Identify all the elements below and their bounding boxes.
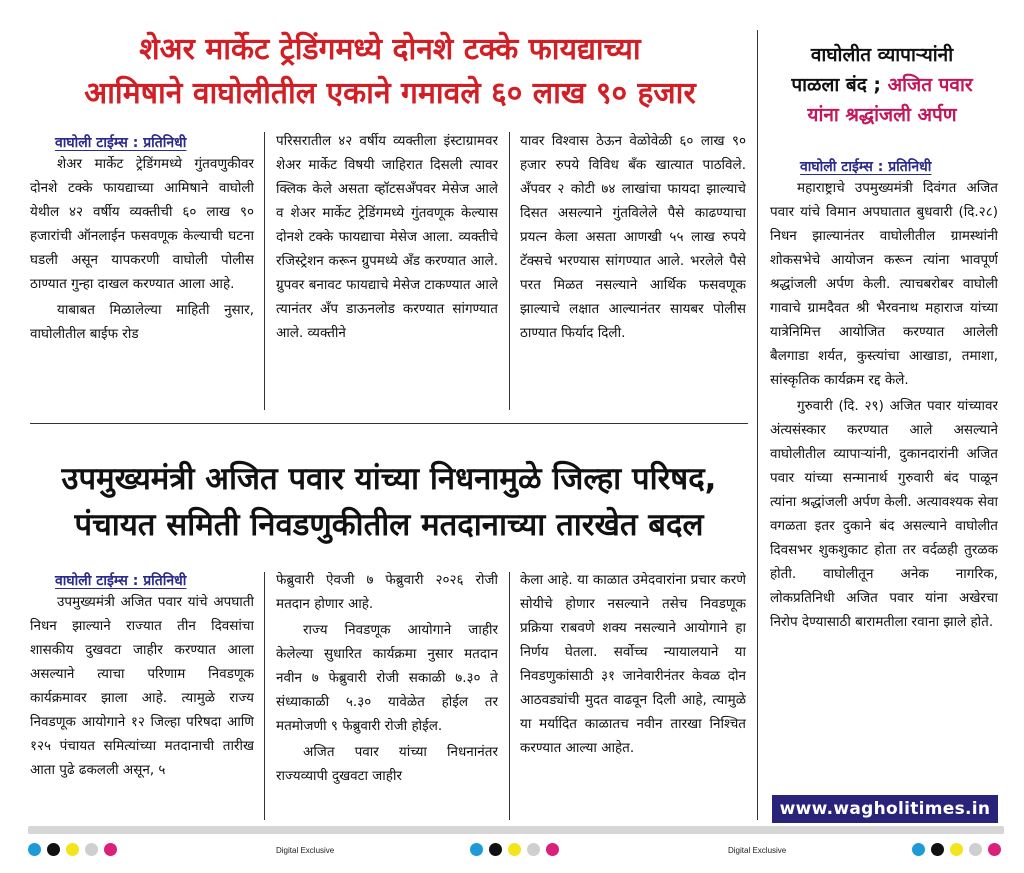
story2-column-2	[276, 568, 498, 822]
story2-col1-para: उपमुख्यमंत्री अजित पवार यांचे अपघाती निधन झाल्याने राज्यात तीन दिवसांचा शासकीय दुखवटा जाहीर करण्यात आला असल्याने त्याचा परिणाम निवडणूक कार्यक्रमावर झाला आहे. त्यामुळे राज्य निवडणूक आयोगाने १२ जिल्हा परिषदा आणि १२५ पंचायत समित्यांच्या मतदानाची तारीख आता पुढे ढकलली असून, ५	[30, 594, 254, 778]
digital-exclusive-label: Digital Exclusive	[728, 846, 787, 855]
color-dot	[489, 843, 502, 856]
sidebar-headline-line2	[764, 70, 1000, 100]
column-divider	[509, 572, 510, 820]
story1-headline-line1: शेअर मार्केट ट्रेडिंगमध्ये दोनशे टक्के फायद्याच्या	[139, 32, 641, 67]
story2-headline-line2: पंचायत समिती निवडणुकीतील मतदानाच्या तारखेत बदल	[74, 507, 704, 543]
color-dot	[950, 843, 963, 856]
sidebar-headline-line3: यांना श्रद्धांजली अर्पण	[807, 104, 957, 126]
sidebar-para1: महाराष्ट्राचे उपमुख्यमंत्री दिवंगत अजित पवार यांचे विमान अपघातात बुधवारी (दि.२८) निधन झाल्यानंतर वाघोलीतील ग्रामस्थांनी शोकसभेचे आयोजन करून त्यांना भावपूर्ण श्रद्धांजली अर्पण केली. त्याचबरोबर वाघोली गावाचे ग्रामदैवत श्री भैरवनाथ महाराज यांच्या यात्रेनिमित्त आयोजित करण्यात आलेली बैलगाडा शर्यत, कुस्त्यांचा आखाडा, तमाशा, सांस्कृतिक कार्यक्रम रद्द केले.	[770, 180, 998, 388]
registration-marks-left	[28, 843, 138, 859]
registration-marks-center	[470, 843, 580, 859]
digital-exclusive-label: Digital Exclusive	[276, 846, 335, 855]
color-dot	[969, 843, 982, 856]
story2-column-1	[30, 590, 254, 822]
sidebar-byline: वाघोली टाईम्स : प्रतिनिधी	[800, 159, 932, 175]
column-divider	[509, 132, 510, 410]
story1-col2-para: परिसरातील ४२ वर्षीय व्यक्तीला इंस्टाग्रामवर शेअर मार्केट विषयी जाहिरात दिसली त्यावर क्लिक केले असता व्हॉटसअँपवर मेसेज आले व शेअर मार्केट ट्रेडिंगमध्ये गुंतवणूक केल्यास दोनशे टक्के फायद्याचा मेसेज आला. व्यक्तीचे रजिस्ट्रेशन करून ग्रुपमध्ये अँड करण्यात आले. ग्रुपवर बनावट फायद्याचे मेसेज टाकण्यात आले त्यानंतर अँप डाऊनलोड करण्यात सांगण्यात आले. व्यक्तीने	[276, 133, 498, 341]
story1-col1-para1: शेअर मार्केट ट्रेडिंगमध्ये गुंतवणुकीवर दोनशे टक्के फायद्याच्या आमिषाने वाघोली येथील ४२ वर्षीय व्यक्तीची ६० लाख ९० हजारांची ऑनलाईन फसवणूक केल्याची घटना घडली असून यापकरणी वाघोली पोलीस ठाण्यात गुन्हा दाखल करण्यात आला आहे.	[30, 156, 254, 292]
story2-col3-para: केला आहे. या काळात उमेदवारांना प्रचार करणे सोयीचे होणार नसल्याने तसेच निवडणूक प्रक्रिया राबवणे शक्य नसल्याने आयोगाने हा निर्णय घेतला. सर्वोच्च न्यायालयाने या निवडणुकांसाठी ३१ जानेवारीनंतर केवळ दोन आठवड्यांची मुदत वाढवून दिली आहे, त्यामुळे या मर्यादित काळातच नवीन तारखा निश्चित करण्यात आल्या आहेत.	[520, 572, 746, 756]
color-dot	[66, 843, 79, 856]
color-dot	[104, 843, 117, 856]
story2-col2-para2: राज्य निवडणूक आयोगाने जाहीर केलेल्या सुधारित कार्यक्रमा नुसार मतदान नवीन ७ फेब्रुवारी रोजी सकाळी ७.३० ते संध्याकाळी ५.३० यावेळेत होईल तर मतमोजणी ९ फेब्रुवारी रोजी होईल.	[276, 622, 498, 734]
story2-headline	[18, 456, 760, 548]
color-dot	[931, 843, 944, 856]
sidebar-headline-line2-pink: अजित पवार	[887, 74, 973, 96]
story2-headline-line1: उपमुख्यमंत्री अजित पवार यांच्या निधनामुळे जिल्हा परिषद,	[61, 461, 717, 497]
column-divider	[264, 572, 265, 820]
story2-col2-para1: फेब्रुवारी ऐवजी ७ फेब्रुवारी २०२६ रोजी मतदान होणार आहे.	[276, 572, 498, 612]
color-dot	[527, 843, 540, 856]
story1-column-1	[30, 152, 254, 414]
color-dot	[85, 843, 98, 856]
footer-bar	[28, 826, 1004, 834]
story-divider	[30, 423, 748, 424]
story2-byline: वाघोली टाईम्स : प्रतिनिधी	[55, 573, 187, 589]
story1-col1-para2: याबाबत मिळालेल्या माहिती नुसार, वाघोलीतील बाईफ रोड	[30, 302, 254, 342]
color-dot	[508, 843, 521, 856]
color-dot	[912, 843, 925, 856]
story1-column-2	[276, 129, 498, 414]
story2-col2-para3: अजित पवार यांच्या निधनानंतर राज्यव्यापी दुखवटा जाहीर	[276, 744, 498, 784]
registration-marks-right	[912, 843, 1012, 859]
color-dot	[988, 843, 1001, 856]
color-dot	[546, 843, 559, 856]
color-dot	[28, 843, 41, 856]
sidebar-divider	[757, 30, 758, 820]
story1-headline	[20, 28, 760, 116]
sidebar-para2: गुरुवारी (दि. २९) अजित पवार यांच्यावर अंत्यसंस्कार करण्यात आले असल्याने वाघोलीतील व्यापाऱ्यांनी, दुकानदारांनी अजित पवार यांच्या सन्मानार्थ गुरुवारी बंद पाळून त्यांना श्रद्धांजली अर्पण केली. अत्यावश्यक सेवा वगळता इतर दुकाने बंद असल्याने वाघोलीत दिवसभर शुकशुकाट होता तर वर्दळही तुरळक होती. वाघोलीतून अनेक नागरिक, लोकप्रतिनिधी अजित पवार यांना अखेरचा निरोप देण्यासाठी बारामतीला रवाना झाले होते.	[770, 398, 998, 630]
story1-byline: वाघोली टाईम्स : प्रतिनिधी	[55, 135, 187, 151]
website-url: www.wagholitimes.in	[772, 795, 998, 823]
story1-headline-line2: आमिषाने वाघोलीतील एकाने गमावले ६० लाख ९० हजार	[84, 76, 696, 111]
sidebar-headline	[764, 40, 1000, 130]
sidebar-headline-line1: वाघोलीत व्यापाऱ्यांनी	[810, 44, 954, 66]
color-dot	[470, 843, 483, 856]
sidebar-headline-line2-black: पाळला बंद ;	[791, 74, 888, 96]
story2-column-3	[520, 568, 746, 822]
story1-column-3	[520, 129, 746, 414]
story1-col3-para: यावर विश्वास ठेऊन वेळोवेळी ६० लाख ९० हजार रुपये विविध बँक खात्यात पाठविले. अँपवर २ कोटी ७४ लाखांचा फायदा झाल्याचे दिसत असल्याने गुंतविलेले पैसे काढण्याचा प्रयत्न केला असता आणखी ५५ लाख रुपये टॅक्सचे भरण्यास सांगण्यात आले. भरलेले पैसे परत मिळत नसल्याने आर्थिक फसवणूक झाल्याचे लक्षात आल्यानंतर सायबर पोलीस ठाण्यात फिर्याद दिली.	[520, 133, 746, 341]
sidebar-article	[770, 176, 998, 788]
color-dot	[47, 843, 60, 856]
column-divider	[264, 132, 265, 410]
